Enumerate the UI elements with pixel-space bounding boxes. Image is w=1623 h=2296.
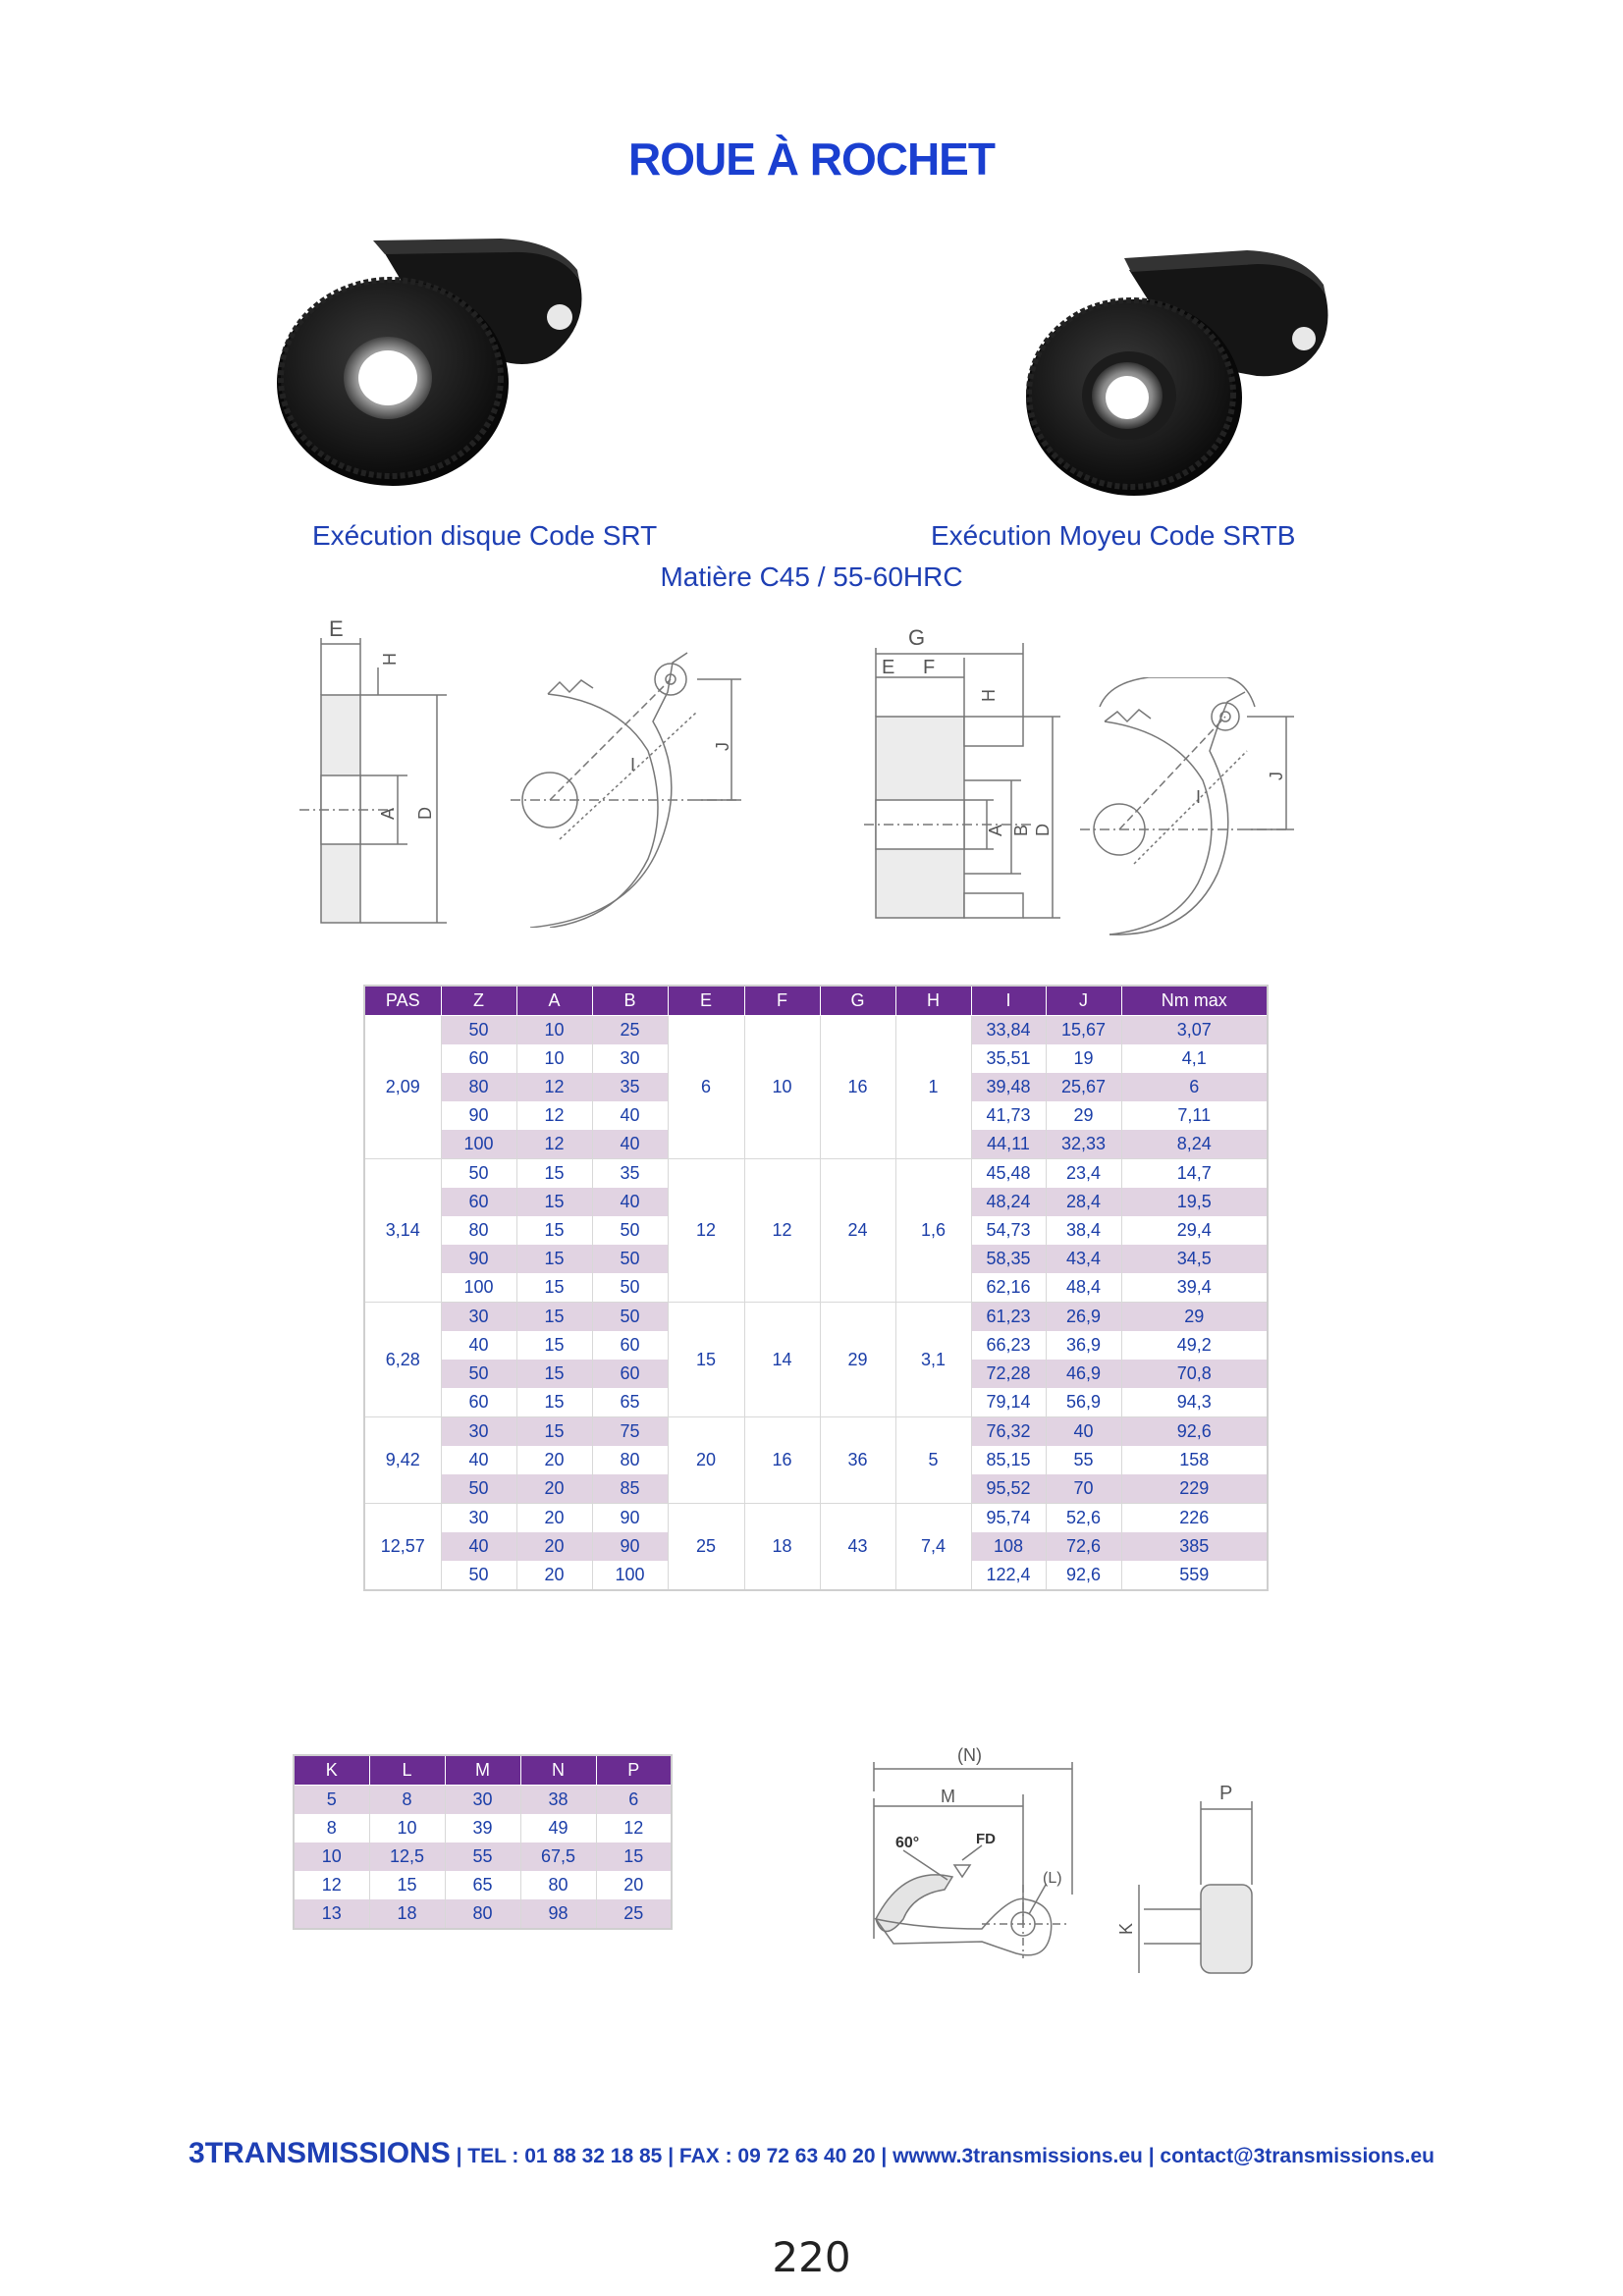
table-cell: 56,9	[1046, 1388, 1121, 1417]
column-header: I	[971, 986, 1046, 1016]
table-cell: 16	[820, 1016, 895, 1159]
table-cell: 19,5	[1121, 1188, 1268, 1216]
table-cell: 54,73	[971, 1216, 1046, 1245]
table-cell: 5	[895, 1417, 971, 1504]
column-header: G	[820, 986, 895, 1016]
table-cell: 1,6	[895, 1159, 971, 1303]
table-row	[364, 1159, 1268, 1189]
table-cell: 35,51	[971, 1044, 1046, 1073]
table-cell: 16	[744, 1417, 820, 1504]
column-header: Nm max	[1121, 986, 1268, 1016]
table-cell: 10	[294, 1842, 369, 1871]
table-cell: 40	[592, 1130, 668, 1159]
table-cell: 8,24	[1121, 1130, 1268, 1159]
table-cell: 20	[516, 1532, 592, 1561]
disc-side-label-h: H	[380, 653, 400, 666]
table-cell: 12	[516, 1130, 592, 1159]
table-cell: 33,84	[971, 1016, 1046, 1045]
table-row	[364, 1417, 1268, 1447]
table-cell: 50	[441, 1016, 516, 1045]
table-cell: 43	[820, 1504, 895, 1591]
table-cell: 80	[520, 1871, 596, 1899]
table-cell: 10	[516, 1016, 592, 1045]
srt-product-photo	[265, 231, 658, 486]
table-cell: 58,35	[971, 1245, 1046, 1273]
table-cell: 8	[294, 1814, 369, 1842]
table-cell: 92,6	[1046, 1561, 1121, 1590]
table-cell: 559	[1121, 1561, 1268, 1590]
table-cell: 80	[441, 1073, 516, 1101]
table-cell: 13	[294, 1899, 369, 1929]
table-cell: 18	[369, 1899, 445, 1929]
table-cell: 94,3	[1121, 1388, 1268, 1417]
table-cell: 3,1	[895, 1303, 971, 1417]
table-cell: 40	[441, 1532, 516, 1561]
table-cell: 12,57	[364, 1504, 441, 1591]
table-cell: 29	[820, 1303, 895, 1417]
table-cell: 10	[516, 1044, 592, 1073]
hub-side-label-h: H	[979, 689, 999, 702]
table-cell: 67,5	[520, 1842, 596, 1871]
pawl-dimensions-table	[293, 1754, 673, 1930]
ratchet-dimensions-table	[363, 985, 1269, 1591]
table-cell: 15	[516, 1417, 592, 1447]
table-cell: 15	[369, 1871, 445, 1899]
table-cell: 20	[516, 1561, 592, 1590]
table-cell: 85	[592, 1474, 668, 1504]
table-cell: 8	[369, 1786, 445, 1815]
table-cell: 30	[441, 1417, 516, 1447]
table-cell: 61,23	[971, 1303, 1046, 1332]
table-cell: 40	[592, 1101, 668, 1130]
hub-side-label-f: F	[923, 657, 936, 678]
table-cell: 98	[520, 1899, 596, 1929]
table-cell: 12	[744, 1159, 820, 1303]
table-cell: 25	[596, 1899, 672, 1929]
table-cell: 36,9	[1046, 1331, 1121, 1360]
table-cell: 85,15	[971, 1446, 1046, 1474]
table-cell: 25,67	[1046, 1073, 1121, 1101]
column-header: J	[1046, 986, 1121, 1016]
table-cell: 43,4	[1046, 1245, 1121, 1273]
table-cell: 20	[516, 1474, 592, 1504]
table-cell: 3,07	[1121, 1016, 1268, 1045]
column-header: H	[895, 986, 971, 1016]
table-cell: 60	[441, 1188, 516, 1216]
table-cell: 100	[441, 1130, 516, 1159]
table-cell: 30	[441, 1303, 516, 1332]
disc-front-label-j: J	[713, 742, 732, 751]
table-cell: 20	[668, 1417, 744, 1504]
table-cell: 6,28	[364, 1303, 441, 1417]
table-cell: 40	[1046, 1417, 1121, 1447]
table-cell: 90	[441, 1245, 516, 1273]
table-cell: 19	[1046, 1044, 1121, 1073]
table-cell: 90	[592, 1504, 668, 1533]
disc-side-drawing	[299, 609, 457, 942]
table-cell: 40	[441, 1331, 516, 1360]
table-cell: 50	[592, 1216, 668, 1245]
disc-front-drawing	[501, 633, 756, 928]
pawl-side-drawing	[1105, 1782, 1262, 1978]
table-cell: 15	[516, 1188, 592, 1216]
table-cell: 70	[1046, 1474, 1121, 1504]
table-cell: 158	[1121, 1446, 1268, 1474]
table-cell: 90	[592, 1532, 668, 1561]
table-cell: 24	[820, 1159, 895, 1303]
table-cell: 20	[516, 1504, 592, 1533]
table-cell: 65	[445, 1871, 520, 1899]
table-cell: 49	[520, 1814, 596, 1842]
column-header: L	[369, 1755, 445, 1786]
table-cell: 10	[744, 1016, 820, 1159]
table-row	[364, 1016, 1268, 1045]
table-cell: 39,4	[1121, 1273, 1268, 1303]
column-header: M	[445, 1755, 520, 1786]
column-header: Z	[441, 986, 516, 1016]
table-cell: 15	[516, 1216, 592, 1245]
table-cell: 15	[668, 1303, 744, 1417]
hub-side-label-g: G	[908, 625, 926, 650]
table-cell: 25	[592, 1016, 668, 1045]
table-cell: 7,11	[1121, 1101, 1268, 1130]
table-cell: 35	[592, 1159, 668, 1189]
footer-contact	[0, 2137, 1623, 2170]
table-cell: 15	[516, 1245, 592, 1273]
table-cell: 80	[441, 1216, 516, 1245]
disc-front-label-i: I	[630, 755, 636, 774]
disc-side-label-e: E	[329, 616, 344, 641]
table-cell: 15	[516, 1360, 592, 1388]
column-header: K	[294, 1755, 369, 1786]
page-title: ROUE À ROCHET	[628, 133, 995, 185]
table-cell: 15	[516, 1388, 592, 1417]
table-cell: 2,09	[364, 1016, 441, 1159]
table-cell: 50	[441, 1561, 516, 1590]
table-cell: 15	[516, 1303, 592, 1332]
table-cell: 6	[596, 1786, 672, 1815]
table-cell: 25	[668, 1504, 744, 1591]
table-cell: 3,14	[364, 1159, 441, 1303]
table-cell: 95,52	[971, 1474, 1046, 1504]
table-cell: 23,4	[1046, 1159, 1121, 1189]
table-cell: 40	[441, 1446, 516, 1474]
table-cell: 18	[744, 1504, 820, 1591]
table-cell: 62,16	[971, 1273, 1046, 1303]
table-cell: 15,67	[1046, 1016, 1121, 1045]
table-cell: 48,4	[1046, 1273, 1121, 1303]
table-cell: 12	[516, 1101, 592, 1130]
pawl-label-m: M	[941, 1787, 955, 1806]
table-cell: 28,4	[1046, 1188, 1121, 1216]
column-header: A	[516, 986, 592, 1016]
table-cell: 32,33	[1046, 1130, 1121, 1159]
table-cell: 1	[895, 1016, 971, 1159]
hub-side-label-a: A	[986, 824, 1005, 836]
pawl-label-n: (N)	[957, 1747, 982, 1765]
pawl-drawing	[864, 1747, 1090, 1973]
hub-side-label-b: B	[1011, 824, 1031, 836]
table-cell: 34,5	[1121, 1245, 1268, 1273]
table-cell: 41,73	[971, 1101, 1046, 1130]
table-row	[364, 1504, 1268, 1533]
column-header: PAS	[364, 986, 441, 1016]
pawl-side-label-k: K	[1116, 1922, 1136, 1935]
column-header: E	[668, 986, 744, 1016]
table-cell: 44,11	[971, 1130, 1046, 1159]
column-header: B	[592, 986, 668, 1016]
table-cell: 15	[516, 1331, 592, 1360]
table-cell: 20	[516, 1446, 592, 1474]
table-cell: 30	[445, 1786, 520, 1815]
table-cell: 30	[592, 1044, 668, 1073]
table-cell: 60	[441, 1044, 516, 1073]
caption-srtb: Exécution Moyeu Code SRTB	[931, 520, 1296, 551]
table-cell: 48,24	[971, 1188, 1046, 1216]
table-cell: 229	[1121, 1474, 1268, 1504]
hub-side-label-e: E	[882, 657, 895, 678]
pawl-side-label-p: P	[1219, 1783, 1233, 1804]
table-cell: 12,5	[369, 1842, 445, 1871]
table-cell: 55	[1046, 1446, 1121, 1474]
table-cell: 70,8	[1121, 1360, 1268, 1388]
table-cell: 12	[668, 1159, 744, 1303]
pawl-label-angle: 60°	[895, 1835, 920, 1851]
table-cell: 92,6	[1121, 1417, 1268, 1447]
table-cell: 100	[592, 1561, 668, 1590]
disc-side-label-d: D	[415, 807, 435, 820]
table-cell: 5	[294, 1786, 369, 1815]
table-cell: 50	[592, 1303, 668, 1332]
table-cell: 52,6	[1046, 1504, 1121, 1533]
table-cell: 40	[592, 1188, 668, 1216]
table-cell: 15	[516, 1159, 592, 1189]
table-cell: 26,9	[1046, 1303, 1121, 1332]
caption-material: Matière C45 / 55-60HRC	[660, 561, 963, 592]
table-header-row	[364, 986, 1268, 1016]
column-header: F	[744, 986, 820, 1016]
table-cell: 122,4	[971, 1561, 1046, 1590]
table-cell: 66,23	[971, 1331, 1046, 1360]
table-cell: 60	[592, 1331, 668, 1360]
table-cell: 36	[820, 1417, 895, 1504]
table-cell: 50	[441, 1474, 516, 1504]
table-cell: 72,6	[1046, 1532, 1121, 1561]
table-cell: 385	[1121, 1532, 1268, 1561]
table-cell: 20	[596, 1871, 672, 1899]
table-cell: 76,32	[971, 1417, 1046, 1447]
table-cell: 79,14	[971, 1388, 1046, 1417]
table-cell: 38	[520, 1786, 596, 1815]
table-cell: 39,48	[971, 1073, 1046, 1101]
hub-side-drawing	[864, 618, 1080, 952]
table-cell: 60	[592, 1360, 668, 1388]
table-cell: 38,4	[1046, 1216, 1121, 1245]
table-cell: 10	[369, 1814, 445, 1842]
table-cell: 29	[1046, 1101, 1121, 1130]
column-header: P	[596, 1755, 672, 1786]
table-row	[364, 1303, 1268, 1332]
table-cell: 30	[441, 1504, 516, 1533]
table-cell: 6	[668, 1016, 744, 1159]
column-header: N	[520, 1755, 596, 1786]
table-cell: 80	[592, 1446, 668, 1474]
table-cell: 60	[441, 1388, 516, 1417]
table-cell: 50	[592, 1273, 668, 1303]
table-cell: 100	[441, 1273, 516, 1303]
table-row	[294, 1899, 672, 1929]
table-cell: 75	[592, 1417, 668, 1447]
table-row	[294, 1842, 672, 1871]
table-cell: 14,7	[1121, 1159, 1268, 1189]
page-number: 220	[772, 2233, 851, 2281]
table-cell: 49,2	[1121, 1331, 1268, 1360]
pawl-label-l: (L)	[1043, 1870, 1062, 1887]
disc-side-label-a: A	[378, 807, 398, 820]
hub-front-label-i: I	[1196, 787, 1202, 807]
pawl-label-fd: FD	[976, 1831, 996, 1847]
table-cell: 95,74	[971, 1504, 1046, 1533]
table-row	[294, 1786, 672, 1815]
hub-side-label-d: D	[1033, 824, 1053, 836]
table-cell: 45,48	[971, 1159, 1046, 1189]
table-cell: 55	[445, 1842, 520, 1871]
table-cell: 29,4	[1121, 1216, 1268, 1245]
table-cell: 15	[596, 1842, 672, 1871]
table-cell: 50	[441, 1360, 516, 1388]
table-cell: 15	[516, 1273, 592, 1303]
table-cell: 9,42	[364, 1417, 441, 1504]
table-cell: 12	[516, 1073, 592, 1101]
footer-brand: 3TRANSMISSIONS	[189, 2137, 451, 2169]
table-cell: 50	[592, 1245, 668, 1273]
table-cell: 46,9	[1046, 1360, 1121, 1388]
table-row	[294, 1871, 672, 1899]
table-cell: 50	[441, 1159, 516, 1189]
table-cell: 35	[592, 1073, 668, 1101]
table-cell: 72,28	[971, 1360, 1046, 1388]
hub-front-label-j: J	[1267, 772, 1286, 780]
table-cell: 14	[744, 1303, 820, 1417]
table-cell: 12	[596, 1814, 672, 1842]
table-cell: 6	[1121, 1073, 1268, 1101]
table-row	[294, 1814, 672, 1842]
table-cell: 108	[971, 1532, 1046, 1561]
table-cell: 226	[1121, 1504, 1268, 1533]
footer-details: | TEL : 01 88 32 18 85 | FAX : 09 72 63 40 20 | wwww.3transmissions.eu | contact@3transmissions.eu	[450, 2145, 1434, 2167]
table-cell: 39	[445, 1814, 520, 1842]
hub-front-drawing	[1080, 677, 1316, 952]
caption-srt: Exécution disque Code SRT	[312, 520, 658, 551]
srtb-product-photo	[1011, 250, 1384, 506]
table-cell: 90	[441, 1101, 516, 1130]
table-cell: 65	[592, 1388, 668, 1417]
table-cell: 4,1	[1121, 1044, 1268, 1073]
table-cell: 7,4	[895, 1504, 971, 1591]
table-cell: 80	[445, 1899, 520, 1929]
table-header-row	[294, 1755, 672, 1786]
table-cell: 12	[294, 1871, 369, 1899]
table-cell: 29	[1121, 1303, 1268, 1332]
